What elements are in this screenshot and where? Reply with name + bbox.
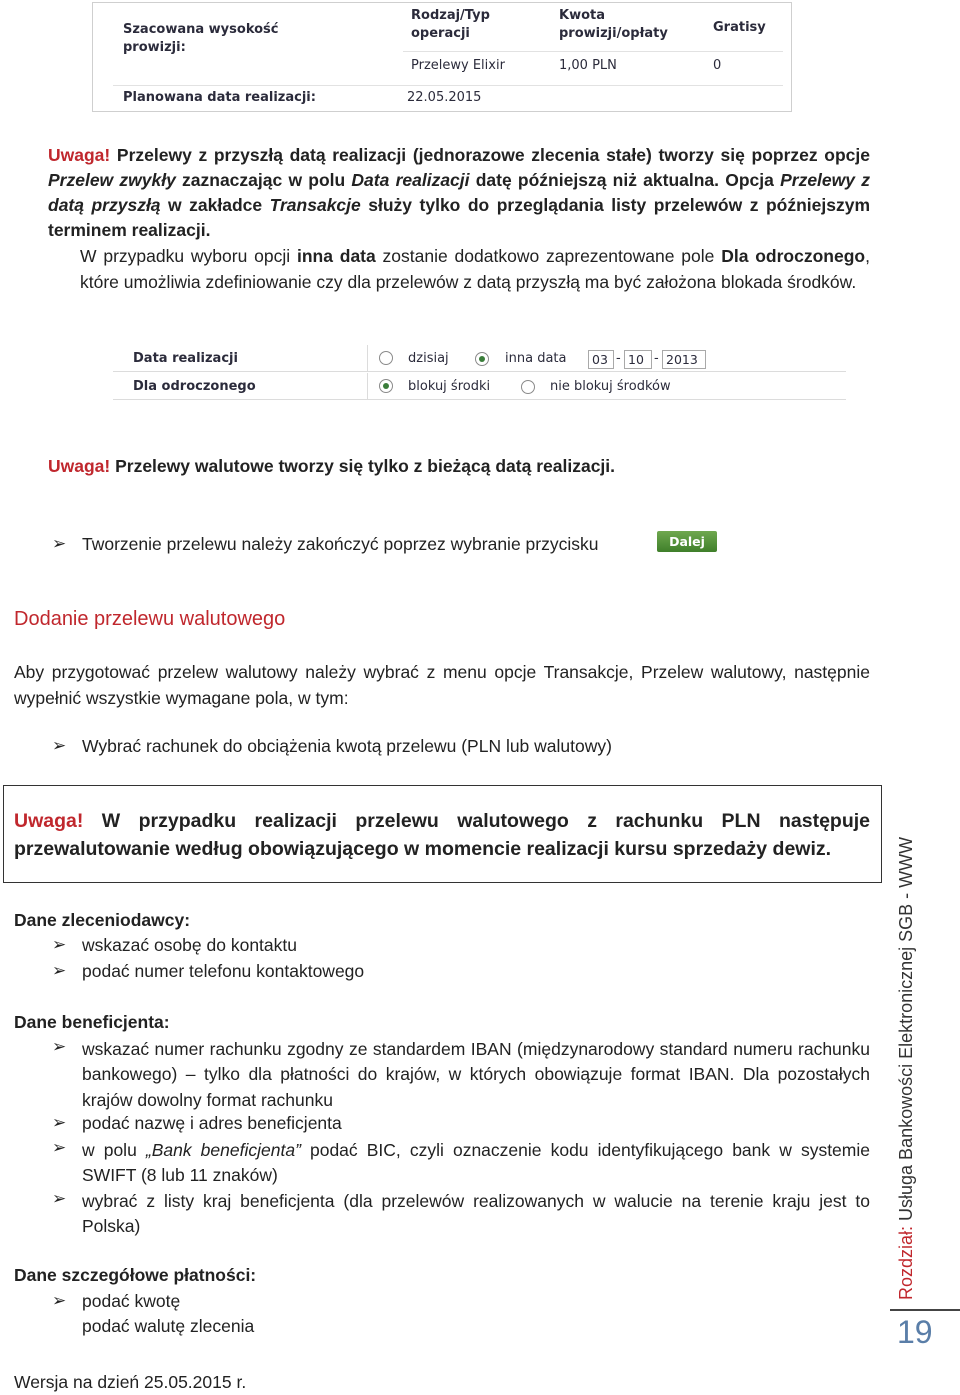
radio-other-date-label: inna data xyxy=(505,351,567,366)
sidebar-divider xyxy=(890,1309,960,1311)
date-row-label: Data realizacji xyxy=(133,351,238,366)
beneficiary-item: wskazać numer rachunku zgodny ze standardem IBAN (międzynarodowy standard numeru rachunku bankowego) – tylko dla płatności do krajów, w których obowiązuje format IBAN. Dla pozostałych krajów dowolny format rachunku xyxy=(82,1039,870,1110)
beneficiary-item: w polu „Bank beneficjenta” podać BIC, czyli oznaczenie kodu identyfikującego bank w systemie SWIFT (8 lub 11 znaków) xyxy=(82,1140,870,1186)
arrow-bullet-icon: ➢ xyxy=(52,1113,67,1132)
type-value: Przelewy Elixir xyxy=(411,58,505,73)
deferred-row xyxy=(113,373,846,400)
radio-no-block-label: nie blokuj środków xyxy=(550,379,671,394)
arrow-bullet-icon: ➢ xyxy=(52,1138,67,1157)
planned-date-value: 22.05.2015 xyxy=(407,90,482,105)
arrow-bullet-icon: ➢ xyxy=(52,935,67,954)
arrow-bullet-icon: ➢ xyxy=(52,534,67,553)
radio-block[interactable] xyxy=(379,379,393,393)
day-input[interactable]: 03 xyxy=(588,350,614,369)
details-item: podać walutę zlecenia xyxy=(82,1316,255,1336)
version-footer: Wersja na dzień 25.05.2015 r. xyxy=(14,1372,247,1392)
ordering-item: wskazać osobę do kontaktu xyxy=(82,935,297,955)
section-title: Dodanie przelewu walutowego xyxy=(14,608,286,630)
ordering-item: podać numer telefonu kontaktowego xyxy=(82,961,365,981)
fee-value: 1,00 PLN xyxy=(559,58,617,73)
planned-date-label: Planowana data realizacji: xyxy=(123,90,316,105)
type-header: Rodzaj/Typ operacji xyxy=(411,8,490,41)
details-heading: Dane szczegółowe płatności: xyxy=(14,1265,257,1285)
chapter-sidebar: Rozdział: Usługa Bankowości Elektronicznej SGB - WWW xyxy=(896,836,916,1300)
account-instruction: Wybrać rachunek do obciążenia kwotą przelewu (PLN lub walutowy) xyxy=(82,736,612,756)
warning-text: Uwaga! W przypadku realizacji przelewu walutowego z rachunku PLN następuje przewalutowanie według obowiązującego w momencie realizacji kursu sprzedaży dewiz. xyxy=(14,810,870,860)
radio-today[interactable] xyxy=(379,351,393,365)
details-item: podać kwotę xyxy=(82,1291,181,1311)
foreign-transfer-note: Uwaga! Przelewy walutowe tworzy się tylko z bieżącą datą realizacji. xyxy=(48,456,616,476)
date-options-screenshot xyxy=(113,343,846,403)
radio-block-label: blokuj środki xyxy=(408,379,491,394)
radio-today-label: dzisiaj xyxy=(408,351,449,366)
page-number: 19 xyxy=(897,1314,933,1350)
fee-header: Kwota prowizji/opłaty xyxy=(559,8,668,41)
date-row: Data realizacji dzisiaj inna data 03 - 10 - 2013 xyxy=(113,345,846,372)
gratisy-header: Gratisy xyxy=(713,20,766,35)
future-date-note: Uwaga! Przelewy z przyszłą datą realizacji (jednorazowe zlecenia stałe) tworzy się poprzez opcje Przelew zwykły zaznaczając w polu Data realizacji datę późniejszą niż aktualna. Opcja Przelewy z datą przyszłą w zakładce Transakcje służy tylko do przeglądania listy przelewów z późniejszym terminem realizacji. xyxy=(48,145,871,240)
beneficiary-heading: Dane beneficjenta: xyxy=(14,1012,170,1032)
arrow-bullet-icon: ➢ xyxy=(52,1189,67,1208)
month-input[interactable]: 10 xyxy=(624,350,652,369)
arrow-bullet-icon: ➢ xyxy=(52,961,67,980)
ordering-heading: Dane zleceniodawcy: xyxy=(14,910,191,930)
arrow-bullet-icon: ➢ xyxy=(52,1291,67,1310)
commission-screenshot xyxy=(92,2,792,112)
intro-paragraph: Aby przygotować przelew walutowy należy wybrać z menu opcje Transakcje, Przelew walutowy, następnie wypełnić wszystkie wymagane pola, w tym: xyxy=(14,662,870,708)
amount-label: Szacowana wysokość prowizji: xyxy=(123,22,279,55)
arrow-bullet-icon: ➢ xyxy=(52,1037,67,1056)
radio-no-block[interactable] xyxy=(521,380,535,394)
deferred-row-label: Dla odroczonego xyxy=(133,379,256,394)
beneficiary-item: podać nazwę i adres beneficjenta xyxy=(82,1113,342,1133)
arrow-bullet-icon: ➢ xyxy=(52,736,67,755)
year-input[interactable]: 2013 xyxy=(662,350,706,369)
finish-instruction: Tworzenie przelewu należy zakończyć poprzez wybranie przycisku xyxy=(82,534,599,554)
other-date-paragraph: W przypadku wyboru opcji inna data zostanie dodatkowo zaprezentowane pole Dla odroczonego, które umożliwia zdefiniowanie czy dla przelewów z datą przyszłą ma być założona blokada środków. xyxy=(80,246,870,292)
beneficiary-item: wybrać z listy kraj beneficjenta (dla przelewów realizowanych w walucie na terenie kraju jest to Polska) xyxy=(82,1191,870,1237)
radio-other-date[interactable] xyxy=(475,352,489,366)
gratisy-value: 0 xyxy=(713,58,722,73)
dalej-button[interactable]: Dalej xyxy=(657,531,717,552)
